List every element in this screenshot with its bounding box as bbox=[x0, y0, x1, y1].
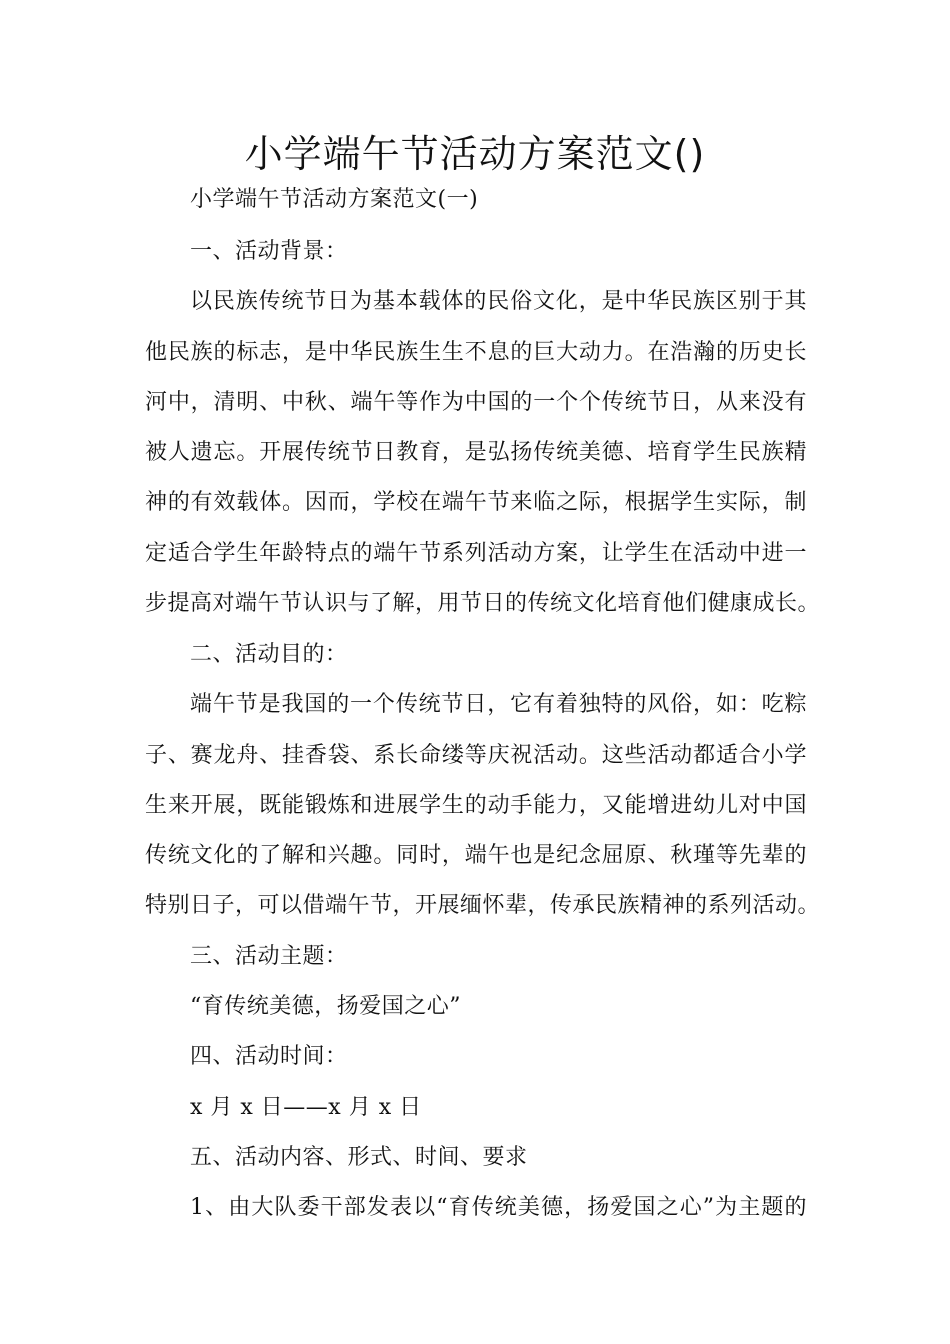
paragraph-line: 河中，清明、中秋、端午等作为中国的一个个传统节日，从来没有 bbox=[145, 390, 807, 415]
paragraph-line: 神的有效载体。因而，学校在端午节来临之际，根据学生实际，制 bbox=[145, 490, 807, 515]
section-heading-content: 五、活动内容、形式、时间、要求 bbox=[190, 1145, 528, 1170]
paragraph-line: 定适合学生年龄特点的端午节系列活动方案，让学生在活动中进一 bbox=[145, 541, 807, 566]
paragraph-line: 传统文化的了解和兴趣。同时，端午也是纪念屈原、秋瑾等先辈的 bbox=[145, 843, 807, 868]
theme-text: “育传统美德，扬爱国之心” bbox=[190, 994, 461, 1019]
section-heading-background: 一、活动背景： bbox=[190, 239, 348, 264]
date-range-text: x 月 x 日——x 月 x 日 bbox=[190, 1095, 422, 1120]
paragraph-line: 生来开展，既能锻炼和进展学生的动手能力，又能增进幼儿对中国 bbox=[145, 793, 807, 818]
paragraph-line: 特别日子，可以借端午节，开展缅怀辈，传承民族精神的系列活动。 bbox=[145, 893, 821, 918]
section-heading-purpose: 二、活动目的： bbox=[190, 642, 348, 667]
paragraph-line: 端午节是我国的一个传统节日，它有着独特的风俗，如：吃粽 bbox=[190, 692, 807, 717]
section-heading-time: 四、活动时间： bbox=[190, 1044, 348, 1069]
paragraph-line: 1、由大队委干部发表以“育传统美德，扬爱国之心”为主题的 bbox=[190, 1195, 807, 1220]
paragraph-line: 被人遗忘。开展传统节日教育，是弘扬传统美德、培育学生民族精 bbox=[145, 440, 807, 465]
paragraph-line: 子、赛龙舟、挂香袋、系长命缕等庆祝活动。这些活动都适合小学 bbox=[145, 743, 807, 768]
paragraph-line: 步提高对端午节认识与了解，用节日的传统文化培育他们健康成长。 bbox=[145, 591, 821, 616]
section-heading-theme: 三、活动主题： bbox=[190, 944, 348, 969]
subtitle-line: 小学端午节活动方案范文(一) bbox=[190, 187, 479, 212]
paragraph-line: 他民族的标志，是中华民族生生不息的巨大动力。在浩瀚的历史长 bbox=[145, 340, 807, 365]
paragraph-line: 以民族传统节日为基本载体的民俗文化，是中华民族区别于其 bbox=[190, 289, 807, 314]
document-title: 小学端午节活动方案范文() bbox=[244, 132, 706, 176]
